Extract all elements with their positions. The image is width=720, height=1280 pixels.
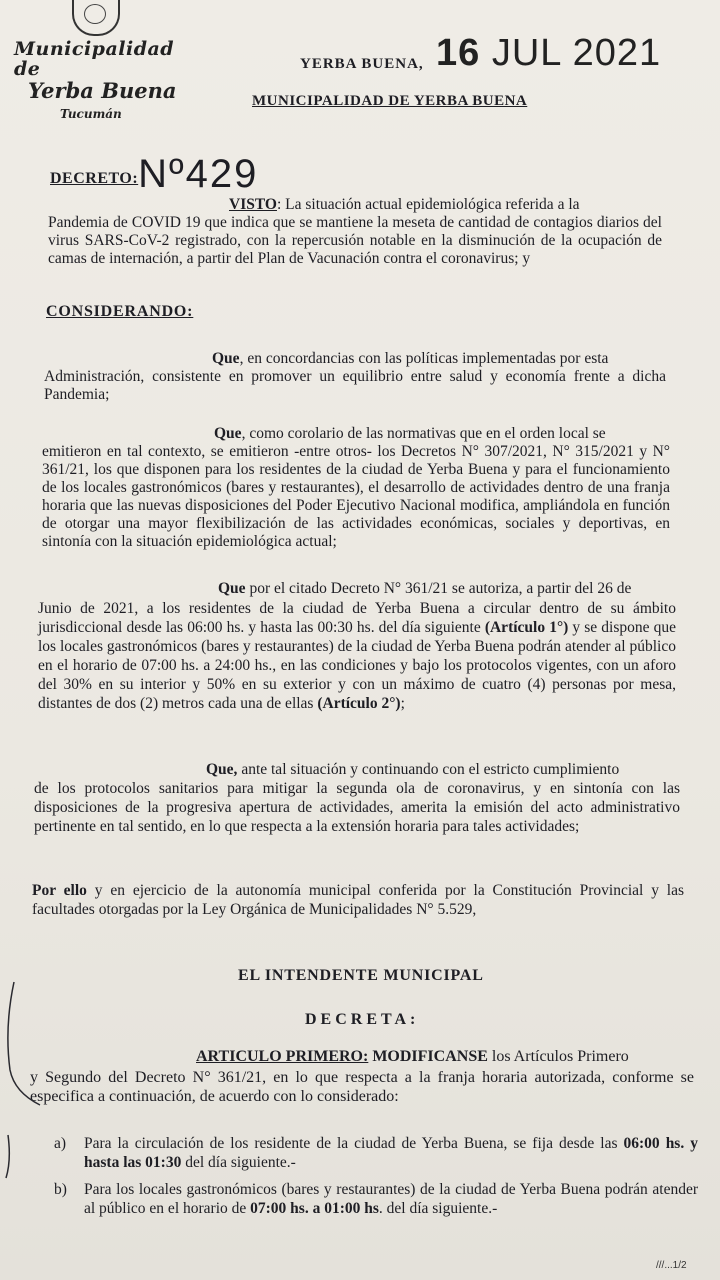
item-b-marker: b) <box>54 1181 67 1198</box>
que3-paragraph <box>38 599 676 713</box>
que4-line-1: ante tal situación y continuando con el estricto cumplimiento <box>237 761 620 778</box>
intendente-heading: EL INTENDENTE MUNICIPAL <box>238 967 484 984</box>
municipality-heading: MUNICIPALIDAD DE YERBA BUENA <box>252 93 528 109</box>
que3-article-2-ref: (Artículo 2°) <box>317 695 401 712</box>
que3-part-2: y se dispone que los locales gastronómicos (bares y restaurantes) de la ciudad de Yerba Buena podrán atender al público en el horario de 07:00 hs. a 24:00 hs., en las condiciones y bajo los protocolos vigentes, con un aforo del 30% en su interior y 50% en su exterior y con un máximo de cuatro (4) personas por mesa, distantes de dos (2) metros cada una de ellas <box>38 619 676 712</box>
que2-line-1: , como corolario de las normativas que en el orden local se <box>241 425 606 442</box>
que3-lead: Que <box>218 580 246 597</box>
item-b-bold: 07:00 hs. a 01:00 hs <box>250 1200 379 1217</box>
logo-line-2: Yerba Buena <box>28 77 177 103</box>
item-b-text <box>84 1180 698 1218</box>
list-item-b <box>54 1180 698 1224</box>
decree-label: DECRETO: <box>50 170 139 187</box>
item-a-marker: a) <box>54 1135 67 1152</box>
visto-label: VISTO <box>229 196 277 213</box>
que3-part-1: Junio de 2021, a los residentes de la ciudad de Yerba Buena a circular dentro de su ámbito jurisdiccional desde las 06:00 hs. y hasta las 00:30 hs. del día siguiente <box>38 600 676 636</box>
por-ello-lead: Por ello <box>32 882 87 899</box>
margin-handwritten-mark <box>0 980 60 1200</box>
que1-lead: Que <box>212 350 240 367</box>
que4-lead: Que, <box>206 761 238 778</box>
article-1-paragraph: y Segundo del Decreto N° 361/21, en lo que respecta a la franja horaria autorizada, conforme se especifica a continuación, de acuerdo con lo considerado: <box>30 1069 694 1105</box>
place-label: YERBA BUENA, <box>300 56 424 72</box>
list-item-a <box>54 1134 698 1174</box>
article-1-first-line <box>196 1048 692 1066</box>
por-ello-paragraph <box>32 881 684 919</box>
que3-end: ; <box>400 695 405 712</box>
que1-first-line <box>212 350 666 368</box>
date-stamp <box>436 32 661 75</box>
que3-line-1: por el citado Decreto N° 361/21 se autoriza, a partir del 26 de <box>245 580 632 597</box>
que2-lead: Que <box>214 425 242 442</box>
item-b-text-2: . del día siguiente.- <box>378 1200 498 1217</box>
visto-first-line <box>229 196 661 214</box>
item-a-text-2: del día siguiente.- <box>181 1154 296 1171</box>
que3-first-line <box>218 580 674 598</box>
page-reference: ///...1/2 <box>656 1260 687 1271</box>
coat-of-arms-seal <box>72 0 120 36</box>
que1-paragraph: Administración, consistente en promover un equilibrio entre salud y economía frente a dicha Pandemia; <box>44 368 666 403</box>
item-a-text <box>84 1134 698 1172</box>
decree-number: Nº429 <box>138 152 259 196</box>
article-1-verb: MODIFICANSE <box>368 1048 488 1065</box>
que3-article-1-ref: (Artículo 1°) <box>484 619 569 636</box>
article-1-line-1: los Artículos Primero <box>487 1048 629 1065</box>
article-1-label: ARTICULO PRIMERO: <box>196 1048 369 1065</box>
item-b-text-1: Para los locales gastronómicos (bares y restaurantes) de la ciudad de Yerba Buena podrán atender al público en el horario de <box>84 1181 698 1217</box>
item-a-bold: 06:00 hs. y hasta las 01:30 <box>84 1135 698 1171</box>
decreta-heading: DECRETA: <box>305 1011 420 1028</box>
municipality-logo <box>14 40 194 121</box>
logo-line-1: Municipalidad de <box>14 38 175 80</box>
que2-first-line <box>214 425 668 443</box>
por-ello-text: y en ejercicio de la autonomía municipal conferida por la Constitución Provincial y las facultades otorgadas por la Ley Orgánica de Municipalidades N° 5.529, <box>32 882 685 918</box>
decree-number-line <box>50 148 259 196</box>
que1-line-1: , en concordancias con las políticas implementadas por esta <box>239 350 609 367</box>
visto-paragraph: Pandemia de COVID 19 que indica que se mantiene la meseta de cantidad de contagios diarios del virus SARS-CoV-2 registrado, con la repercusión notable en la disminución de la ocupación de camas de internación, a partir del Plan de Vacunación contra el coronavirus; y <box>48 214 662 267</box>
visto-line-1: : La situación actual epidemiológica referida a la <box>276 196 580 213</box>
considerando-title: CONSIDERANDO: <box>46 303 194 320</box>
que2-paragraph: emitieron en tal contexto, se emitieron -entre otros- los Decretos N° 307/2021, N° 315/2021 y N° 361/21, los que disponen para los residentes de la ciudad de Yerba Buena y para el funcionamiento de los locales gastronómicos (bares y restaurantes), el desarrollo de actividades dentro de una franja horaria que las nuevas disposiciones del Poder Ejecutivo Nacional modifica, ampliándola en función de otorgar una mayor flexibilización de las actividades económicas, sociales y deportivas, en sintonía con la situación epidemiológica actual; <box>42 443 670 550</box>
que4-paragraph: de los protocolos sanitarios para mitigar la segunda ola de coronavirus, y en sintonía con las disposiciones de la progresiva apertura de actividades, amerita la emisión del acto administrativo pertinente en tal sentido, en lo que respecta a la extensión horaria para tales actividades; <box>34 780 680 835</box>
item-a-text-1: Para la circulación de los residente de la ciudad de Yerba Buena, se fija desde las <box>84 1135 624 1152</box>
que4-first-line <box>206 761 680 779</box>
logo-line-3: Tucumán <box>60 106 122 121</box>
date-day: 16 <box>436 32 481 74</box>
date-month-year: JUL 2021 <box>480 32 662 74</box>
